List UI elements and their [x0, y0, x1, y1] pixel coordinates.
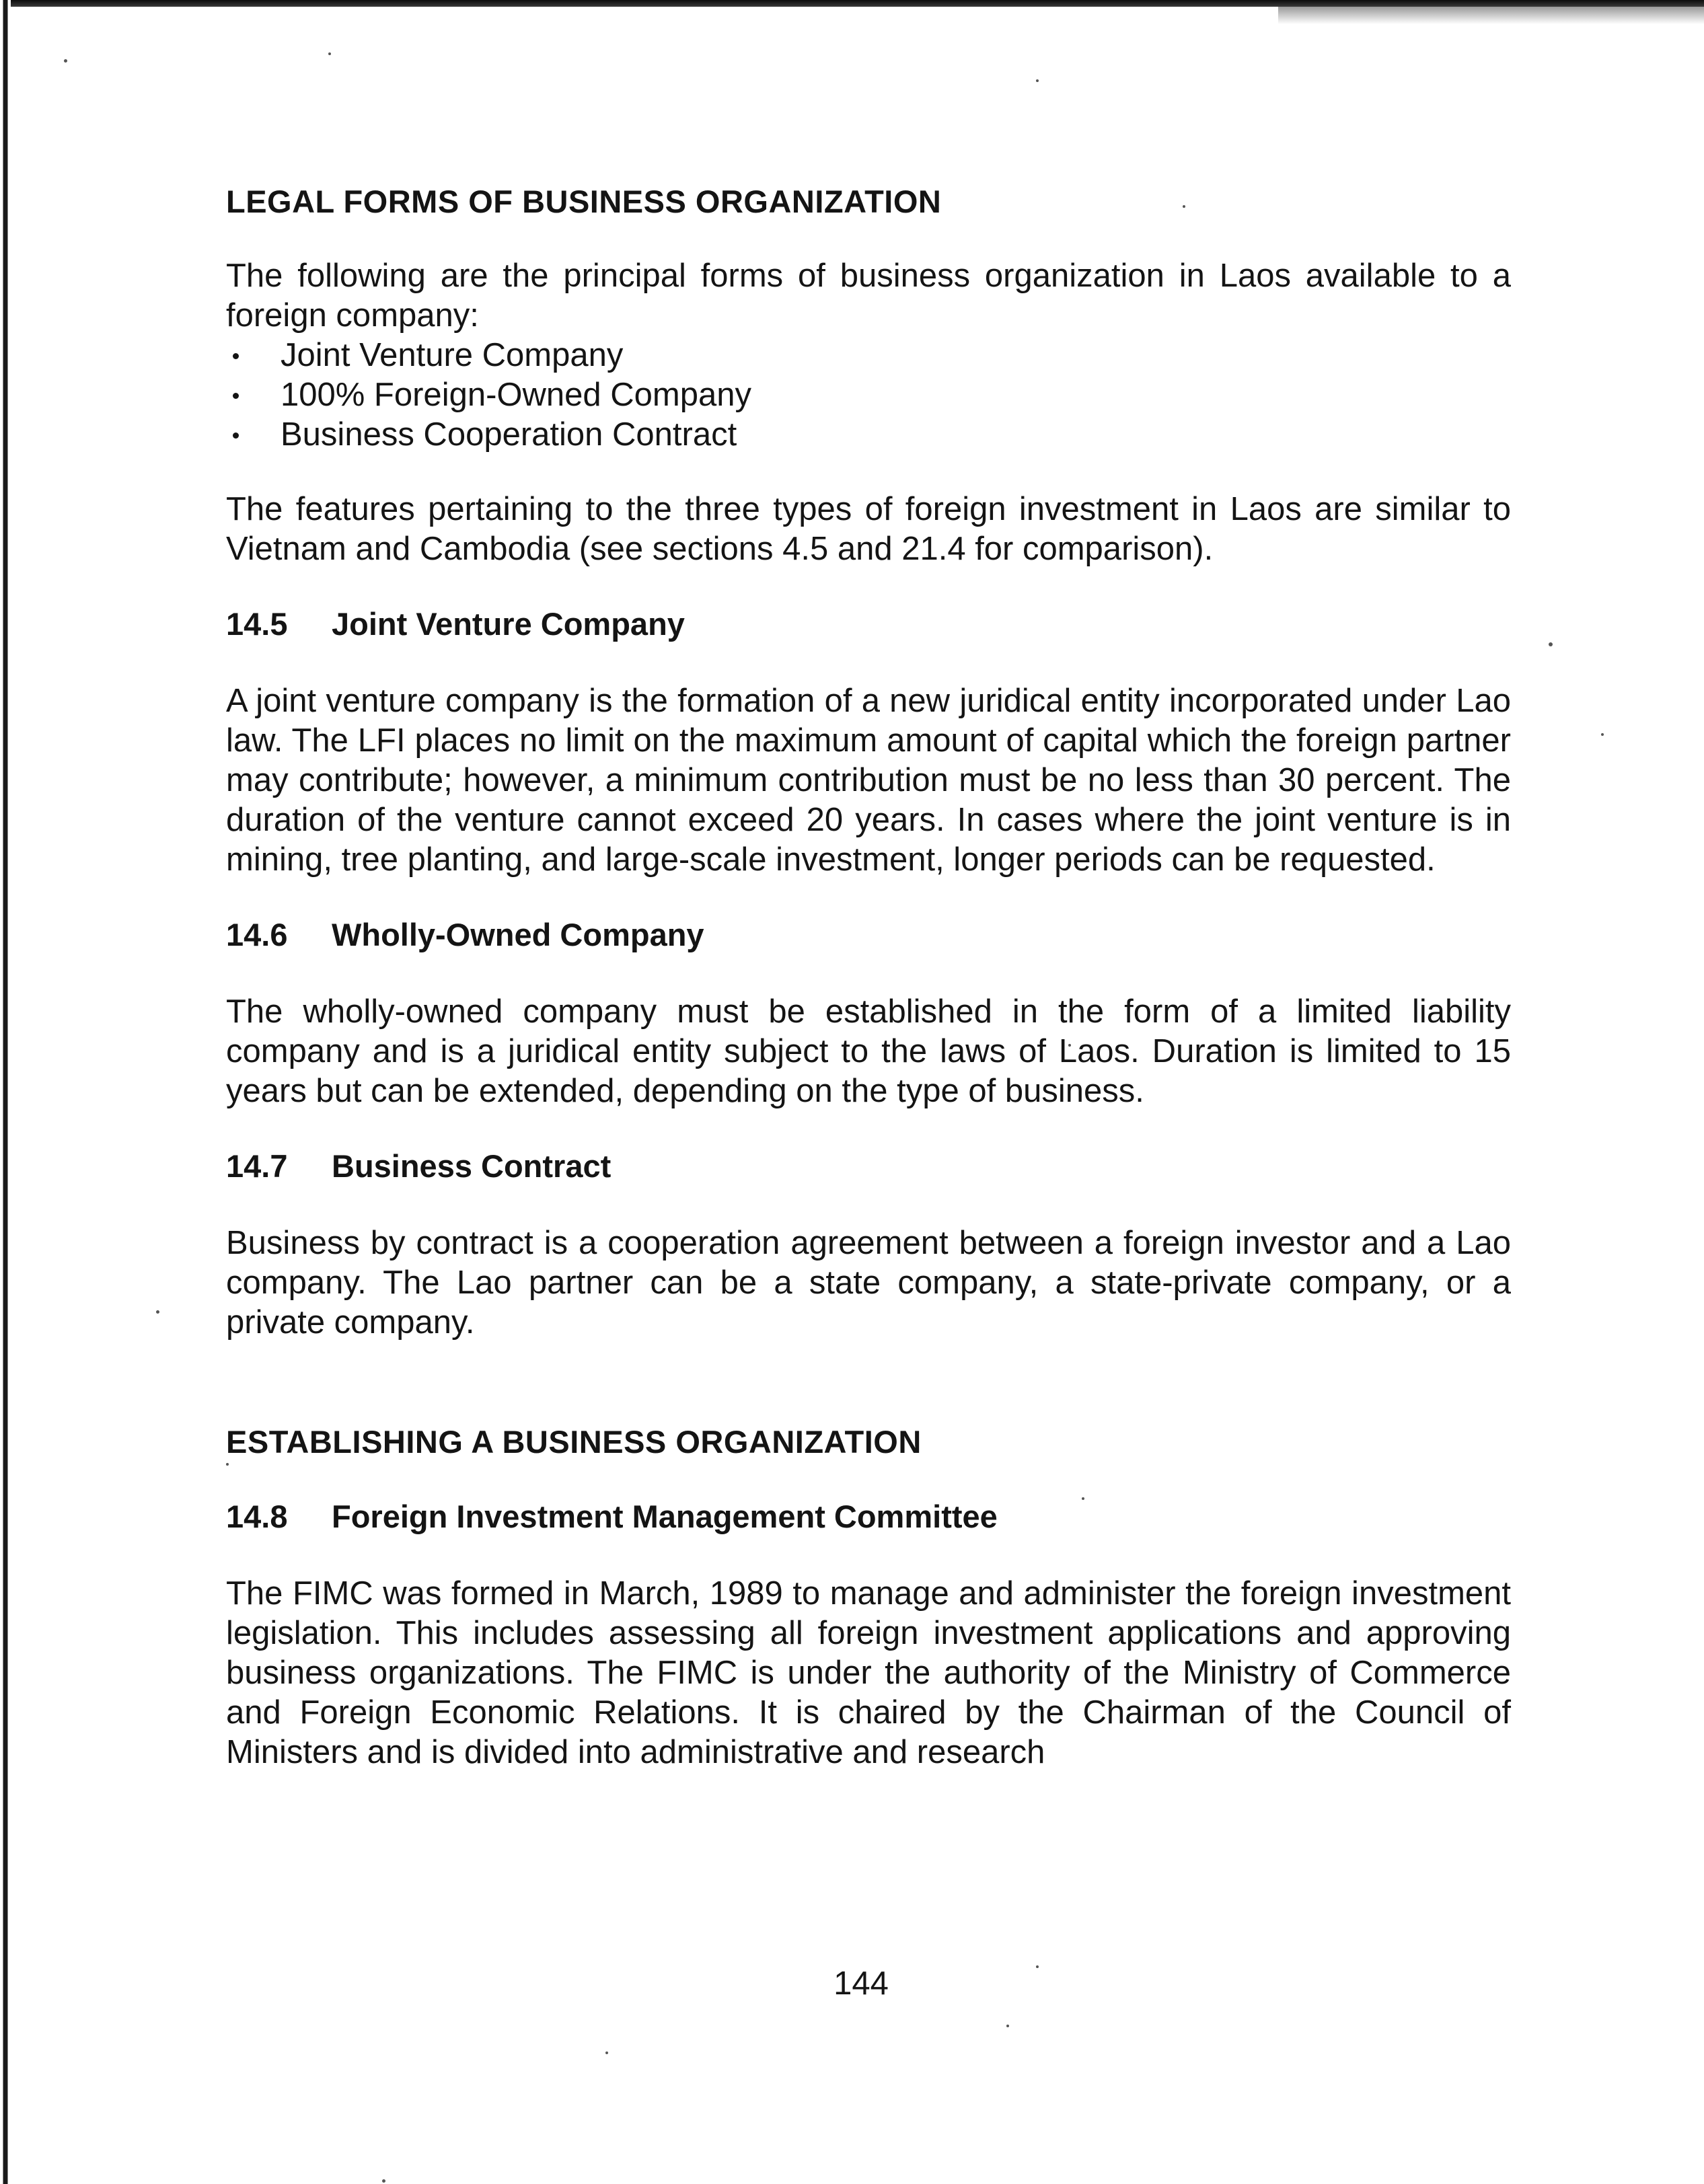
scan-speck [328, 52, 331, 55]
list-item-label: Business Cooperation Contract [281, 416, 737, 453]
subsection-heading-14-5 [226, 604, 1511, 644]
business-forms-list [226, 336, 1511, 455]
scan-top-shadow [1278, 7, 1704, 24]
bullet-icon [233, 353, 239, 359]
scan-speck [1036, 1965, 1039, 1968]
scan-speck [64, 59, 67, 63]
scan-speck [156, 1310, 159, 1314]
scan-speck [605, 2051, 608, 2054]
scan-speck [1601, 733, 1604, 736]
subsection-number: 14.6 [226, 917, 288, 952]
list-item-label: 100% Foreign-Owned Company [281, 377, 751, 413]
subsection-title: Wholly-Owned Company [332, 917, 704, 952]
subsection-number: 14.8 [226, 1499, 288, 1534]
section-heading-legal-forms: LEGAL FORMS OF BUSINESS ORGANIZATION [226, 184, 942, 219]
business-contract-paragraph: Business by contract is a cooperation agreement between a foreign investor and a Lao company. The Lao partner can be a state company, a state-private company, or a private company. [226, 1225, 1511, 1341]
list-item [226, 375, 1511, 415]
scan-speck [382, 2179, 385, 2183]
bullet-icon [233, 432, 239, 439]
subsection-title: Foreign Investment Management Committee [332, 1499, 998, 1534]
features-paragraph: The features pertaining to the three types of foreign investment in Laos are similar to Vietnam and Cambodia (see sections 4.5 and 21.4 for comparison). [226, 491, 1511, 567]
list-item [226, 336, 1511, 375]
subsection-heading-14-6 [226, 915, 1511, 954]
section-heading-establishing: ESTABLISHING A BUSINESS ORGANIZATION [226, 1424, 922, 1460]
page-number: 144 [834, 1965, 889, 2002]
scan-top-border [0, 0, 1704, 7]
subsection-title: Business Contract [332, 1148, 612, 1184]
scan-speck [1549, 642, 1553, 646]
list-item [226, 415, 1511, 455]
joint-venture-paragraph: A joint venture company is the formation of a new juridical entity incorporated under Lao law. The LFI places no limit on the maximum amount of capital which the foreign partner may contribute; however, a minimum contribution must be no less than 30 percent. The duration of the venture cannot exceed 20 years. In cases where the joint venture is in mining, tree planting, and large-scale investment, longer periods can be requested. [226, 683, 1511, 878]
subsection-heading-14-7 [226, 1146, 1511, 1186]
bullet-icon [233, 393, 239, 399]
scan-speck [1006, 2025, 1009, 2027]
scan-speck [1036, 79, 1039, 82]
subsection-title: Joint Venture Company [332, 606, 685, 642]
subsection-number: 14.7 [226, 1148, 288, 1184]
fimc-paragraph: The FIMC was formed in March, 1989 to manage and administer the foreign investment legislation. This includes assessing all foreign investment applications and approving business organizations. The FIMC is under the authority of the Ministry of Commerce and Foreign Economic Relations. It is chaired by the Chairman of the Council of Ministers and is divided into administrative and research [226, 1575, 1511, 1770]
subsection-number: 14.5 [226, 606, 288, 642]
wholly-owned-paragraph: The wholly-owned company must be established in the form of a limited liability company and is a juridical entity subject to the laws of Laos. Duration is limited to 15 years but can be extended, depending on the type of business. [226, 993, 1511, 1109]
subsection-heading-14-8 [226, 1497, 1511, 1536]
list-item-label: Joint Venture Company [281, 337, 624, 373]
intro-paragraph: The following are the principal forms of business organization in Laos available to a foreign company: [226, 258, 1511, 334]
document-page [226, 182, 1511, 1772]
scan-left-border [0, 0, 11, 2184]
